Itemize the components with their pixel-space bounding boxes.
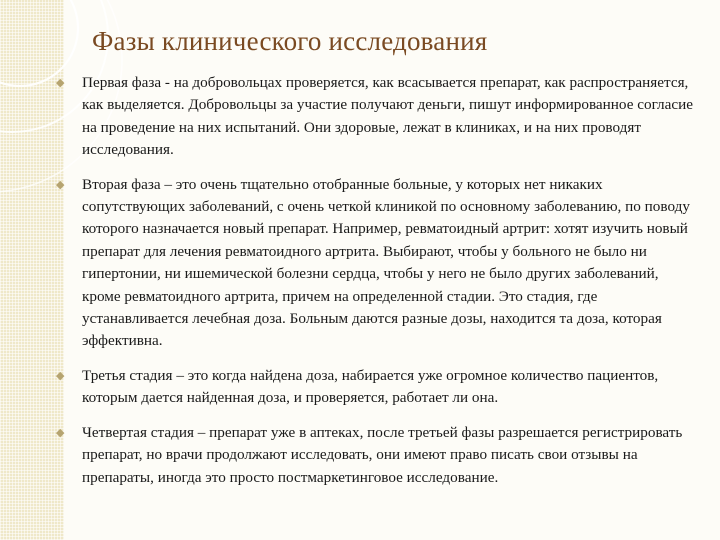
bullet-text: Первая фаза - на добровольцах проверяется, как всасывается препарат, как распространяется, как выделяется. Добровольцы за участие получают деньги, пишут информированное согласие на проведение на них испытаний. Они здоровые, лежат в клиниках, и на них проводят исследования.	[82, 74, 693, 159]
bullet-text: Вторая фаза – это очень тщательно отобранные больные, у которых нет никаких сопутствующих заболеваний, с очень четкой клиникой по основному заболеванию, по поводу которого назначается новый препарат. Например, ревматоидный артрит: хотят изучить новый препарат для лечения ревматоидного артрита. Выбирают, чтобы у больного не было ни гипертонии, ни ишемической болезни сердца, чтобы у него не было других заболеваний, кроме ревматоидного артрита, причем на определенной стадии. Это стадия, где устанавливается лечебная доза. Больным даются разные дозы, находится та доза, которая эффективна.	[82, 175, 690, 350]
bullet-list	[56, 72, 696, 501]
diamond-bullet-icon: ◆	[56, 178, 65, 191]
list-item	[56, 72, 696, 162]
bullet-text: Четвертая стадия – препарат уже в аптеках, после третьей фазы разрешается регистрировать препарат, но врачи продолжают исследовать, они имеют право писать свои отзывы на препараты, иногда это просто постмаркетинговое исследование.	[82, 423, 683, 486]
list-item	[56, 365, 696, 410]
slide-title: Фазы клинического исследования	[92, 26, 488, 56]
diamond-bullet-icon: ◆	[56, 426, 65, 439]
bullet-text: Третья стадия – это когда найдена доза, набирается уже огромное количество пациентов, которым дается найденная доза, и проверяется, работает ли она.	[82, 366, 659, 407]
list-item	[56, 422, 696, 489]
diamond-bullet-icon: ◆	[56, 369, 65, 382]
decorative-side-band	[0, 0, 64, 540]
diamond-bullet-icon: ◆	[56, 77, 65, 89]
list-item	[56, 174, 696, 353]
